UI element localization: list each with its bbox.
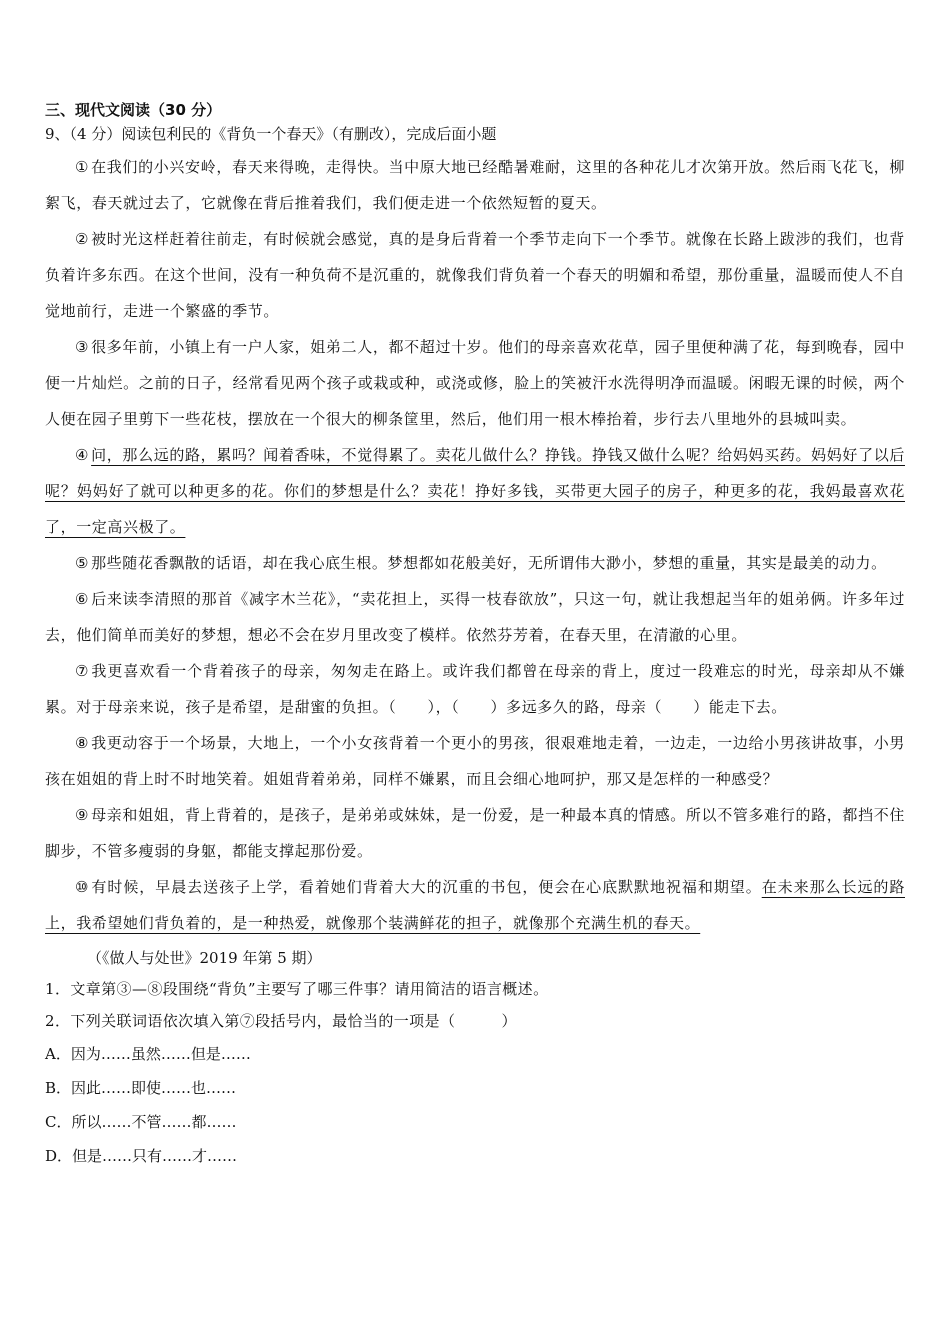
option-a: A．因为……虽然……但是…… [45,1045,251,1063]
paragraph-7 [45,653,905,725]
paragraph-1 [45,149,905,221]
underlined-text: 在未来那么长远的路上，我希望她们背负着的，是一种热爱，就像那个装满鲜花的担子，就像那个充满生机的春天。 [45,878,905,932]
document-page [45,98,905,1173]
subquestion-2: 2．下列关联词语依次填入第⑦段括号内，最恰当的一项是（ ） [45,1012,517,1030]
paragraph-text: 被时光这样赶着往前走，有时候就会感觉，真的是身后背着一个季节走向下一个季节。就像在长路上跋涉的我们，也背负着许多东西。在这个世间，没有一种负荷不是沉重的，就像我们背负着一个春天的明媚和希望，那份重量，温暖而使人不自觉地前行，走进一个繁盛的季节。 [45,230,905,320]
paragraph-text: 那些随花香飘散的话语，却在我心底生根。梦想都如花般美好，无所谓伟大渺小，梦想的重量，其实是最美的动力。 [91,554,887,572]
paragraph-number: ② [75,230,90,248]
paragraph-4 [45,437,905,545]
paragraph-9 [45,797,905,869]
paragraph-text: 我更喜欢看一个背着孩子的母亲，匆匆走在路上。或许我们都曾在母亲的背上，度过一段难忘的时光，母亲却从不嫌累。对于母亲来说，孩子是希望，是甜蜜的负担。（ ），（ ）多远多久的路，母亲（ ）能走下去。 [45,662,905,716]
paragraph-number: ④ [75,446,90,464]
paragraph-number: ③ [75,338,90,356]
underlined-text: 问，那么远的路，累吗？闻着香味，不觉得累了。卖花儿做什么？挣钱。挣钱又做什么呢？给妈妈买药。妈妈好了以后呢？妈妈好了就可以种更多的花。你们的梦想是什么？卖花！挣好多钱，买带更大园子的房子，种更多的花，我妈最喜欢花了，一定高兴极了。 [45,446,905,536]
paragraph-text: 有时候，早晨去送孩子上学，看着她们背着大大的沉重的书包，便会在心底默默地祝福和期望。 [91,878,762,896]
section-title: 三、现代文阅读（30 分） [45,101,222,119]
subquestion-1: 1．文章第③—⑧段围绕“背负”主要写了哪三件事？请用简洁的语言概述。 [45,980,549,998]
paragraph-text: 母亲和姐姐，背上背着的，是孩子，是弟弟或妹妹，是一份爱，是一种最本真的情感。所以不管多难行的路，都挡不住脚步，不管多瘦弱的身躯，都能支撑起那份爱。 [45,806,905,860]
article-source: （《做人与处世》2019 年第 5 期） [87,949,322,967]
paragraph-2 [45,221,905,329]
paragraph-text: 我更动容于一个场景，大地上，一个小女孩背着一个更小的男孩，很艰难地走着，一边走，一边给小男孩讲故事，小男孩在姐姐的背上时不时地笑着。姐姐背着弟弟，同样不嫌累，而且会细心地呵护，那又是怎样的一种感受？ [45,734,905,788]
question-header: 9、（4 分）阅读包利民的《背负一个春天》（有删改），完成后面小题 [45,125,497,143]
paragraph-text: 很多年前，小镇上有一户人家，姐弟二人，都不超过十岁。他们的母亲喜欢花草，园子里便种满了花，每到晚春，园中便一片灿烂。之前的日子，经常看见两个孩子或栽或种，或浇或修，脸上的笑被汗水洗得明净而温暖。闲暇无课的时候，两个人便在园子里剪下一些花枝，摆放在一个很大的柳条筐里，然后，他们用一根木棒抬着，步行去八里地外的县城叫卖。 [45,338,905,428]
paragraph-number: ⑨ [75,806,90,824]
paragraph-10 [45,869,905,941]
paragraph-3 [45,329,905,437]
paragraph-number: ⑧ [75,734,90,752]
paragraph-text: 在我们的小兴安岭，春天来得晚，走得快。当中原大地已经酷暑难耐，这里的各种花儿才次第开放。然后雨飞花飞，柳絮飞，春天就过去了，它就像在背后推着我们，我们便走进一个依然短暂的夏天。 [45,158,905,212]
paragraph-text: 后来读李清照的那首《减字木兰花》，“卖花担上，买得一枝春欲放”，只这一句，就让我想起当年的姐弟俩。许多年过去，他们简单而美好的梦想，想必不会在岁月里改变了模样。依然芬芳着，在春天里，在清澈的心里。 [45,590,905,644]
paragraph-8 [45,725,905,797]
option-b: B．因此……即使……也…… [45,1079,237,1097]
option-d: D．但是……只有……才…… [45,1147,238,1165]
paragraph-number: ⑥ [75,590,90,608]
option-c: C．所以……不管……都…… [45,1113,237,1131]
paragraph-5 [45,545,905,581]
paragraph-6 [45,581,905,653]
paragraph-number: ① [75,158,90,176]
paragraph-number: ⑦ [75,662,90,680]
paragraph-number: ⑩ [75,878,90,896]
paragraph-number: ⑤ [75,554,90,572]
